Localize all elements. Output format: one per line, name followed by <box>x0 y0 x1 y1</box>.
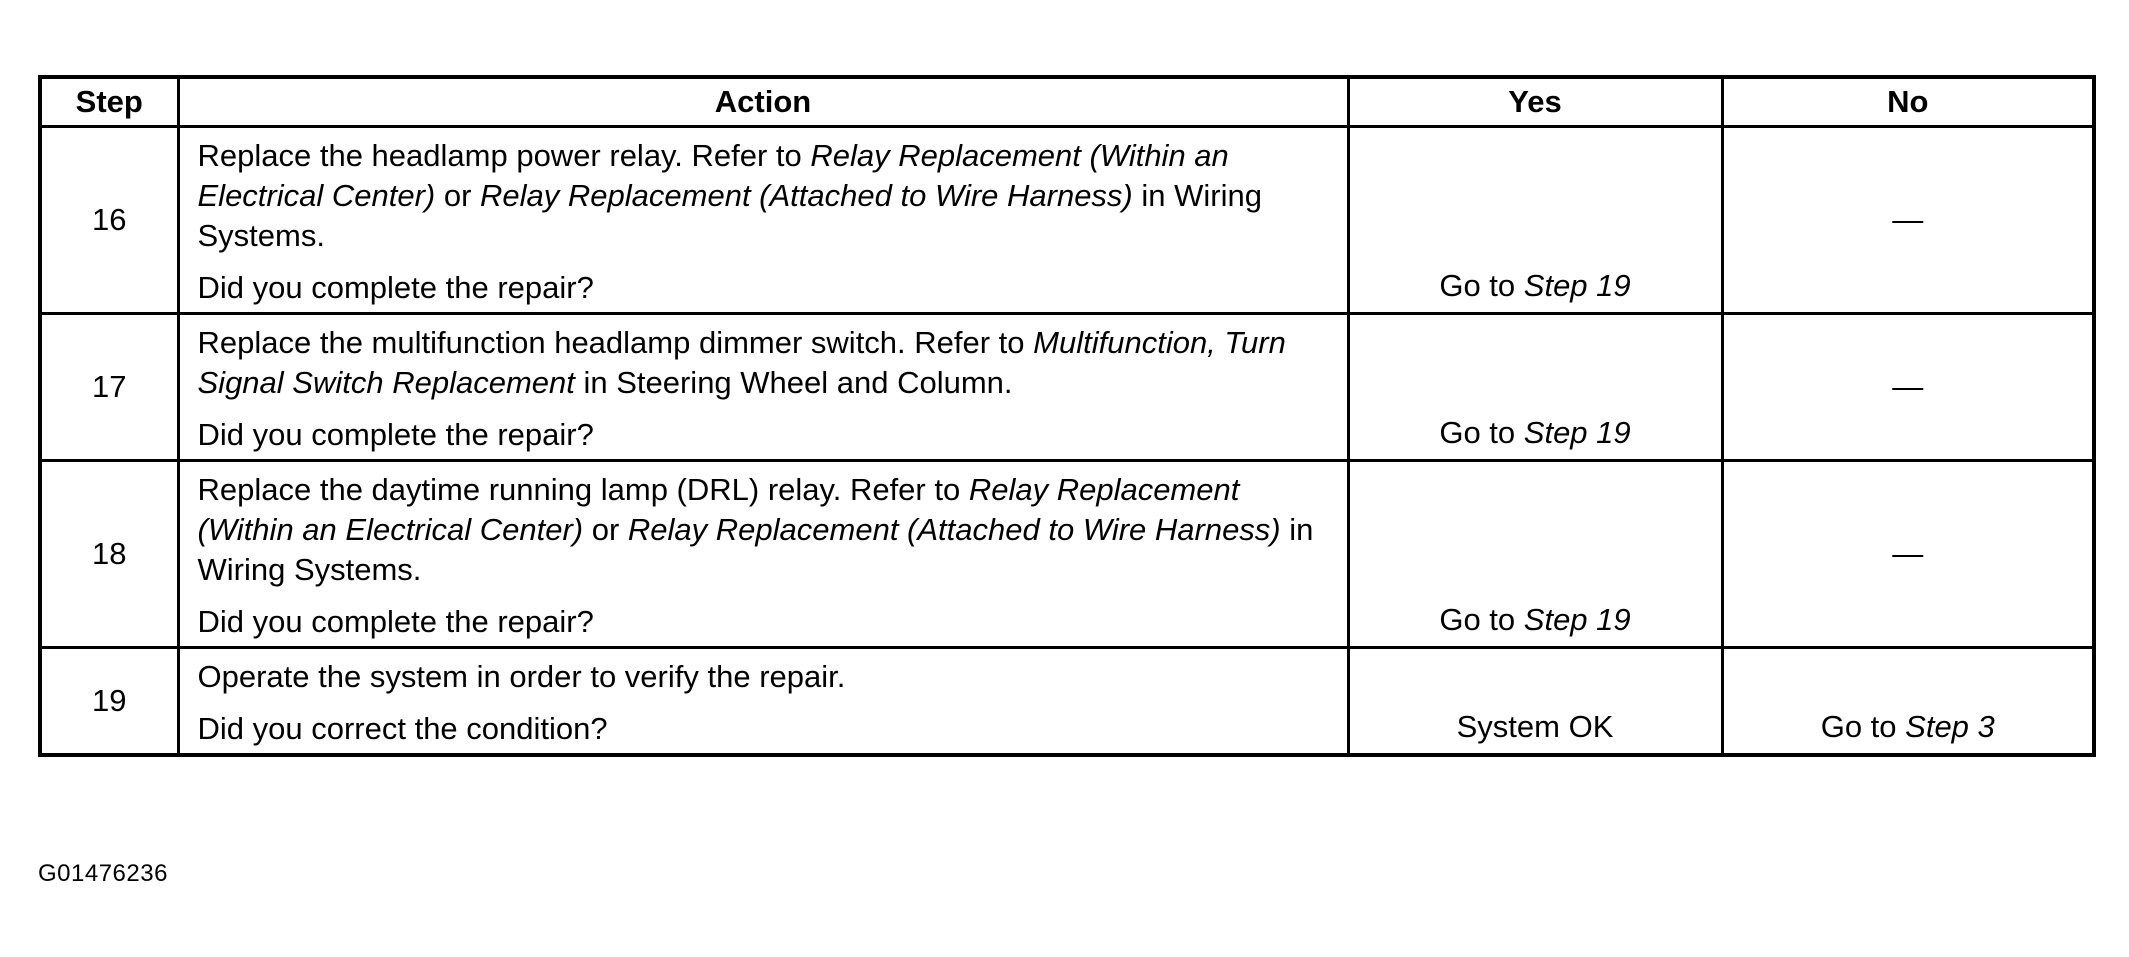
header-step: Step <box>40 77 178 127</box>
no-dash: — <box>1892 369 1924 404</box>
header-row <box>40 77 2094 127</box>
figure-id: G01476236 <box>38 860 168 887</box>
no-cell <box>1722 127 2094 314</box>
table-row <box>40 648 2094 756</box>
step-number: 16 <box>40 127 178 314</box>
step-number: 18 <box>40 461 178 648</box>
yes-cell: Go to Step 19 <box>1348 127 1722 314</box>
action-question: Did you complete the repair? <box>197 417 594 452</box>
no-cell: Go to Step 3 <box>1722 648 2094 756</box>
action-question: Did you complete the repair? <box>197 270 594 305</box>
header-yes: Yes <box>1348 77 1722 127</box>
no-dash: — <box>1892 202 1924 237</box>
action-question: Did you correct the condition? <box>197 711 608 746</box>
table-row <box>40 314 2094 461</box>
action-cell <box>178 461 1348 648</box>
table-row <box>40 461 2094 648</box>
header-no: No <box>1722 77 2094 127</box>
action-question: Did you complete the repair? <box>197 604 594 639</box>
no-cell <box>1722 461 2094 648</box>
action-instruction: Replace the multifunction headlamp dimmer switch. Refer to Multifunction, Turn Signal Switch Replacement in Steering Wheel and Column. <box>197 325 1286 400</box>
action-instruction: Replace the headlamp power relay. Refer to Relay Replacement (Within an Electrical Center) or Relay Replacement (Attached to Wire Harness) in Wiring Systems. <box>197 138 1262 253</box>
table-row <box>40 127 2094 314</box>
diagnostic-table <box>38 75 2096 757</box>
step-number: 17 <box>40 314 178 461</box>
yes-cell: Go to Step 19 <box>1348 314 1722 461</box>
step-number: 19 <box>40 648 178 756</box>
diagnostic-table-container <box>38 75 2092 757</box>
action-instruction: Replace the daytime running lamp (DRL) relay. Refer to Relay Replacement (Within an Electrical Center) or Relay Replacement (Attached to Wire Harness) in Wiring Systems. <box>197 472 1314 587</box>
action-cell <box>178 314 1348 461</box>
no-dash: — <box>1892 536 1924 571</box>
header-action: Action <box>178 77 1348 127</box>
action-cell <box>178 127 1348 314</box>
action-cell <box>178 648 1348 756</box>
yes-cell: System OK <box>1348 648 1722 756</box>
yes-cell: Go to Step 19 <box>1348 461 1722 648</box>
action-instruction: Operate the system in order to verify the repair. <box>197 659 846 694</box>
no-cell <box>1722 314 2094 461</box>
